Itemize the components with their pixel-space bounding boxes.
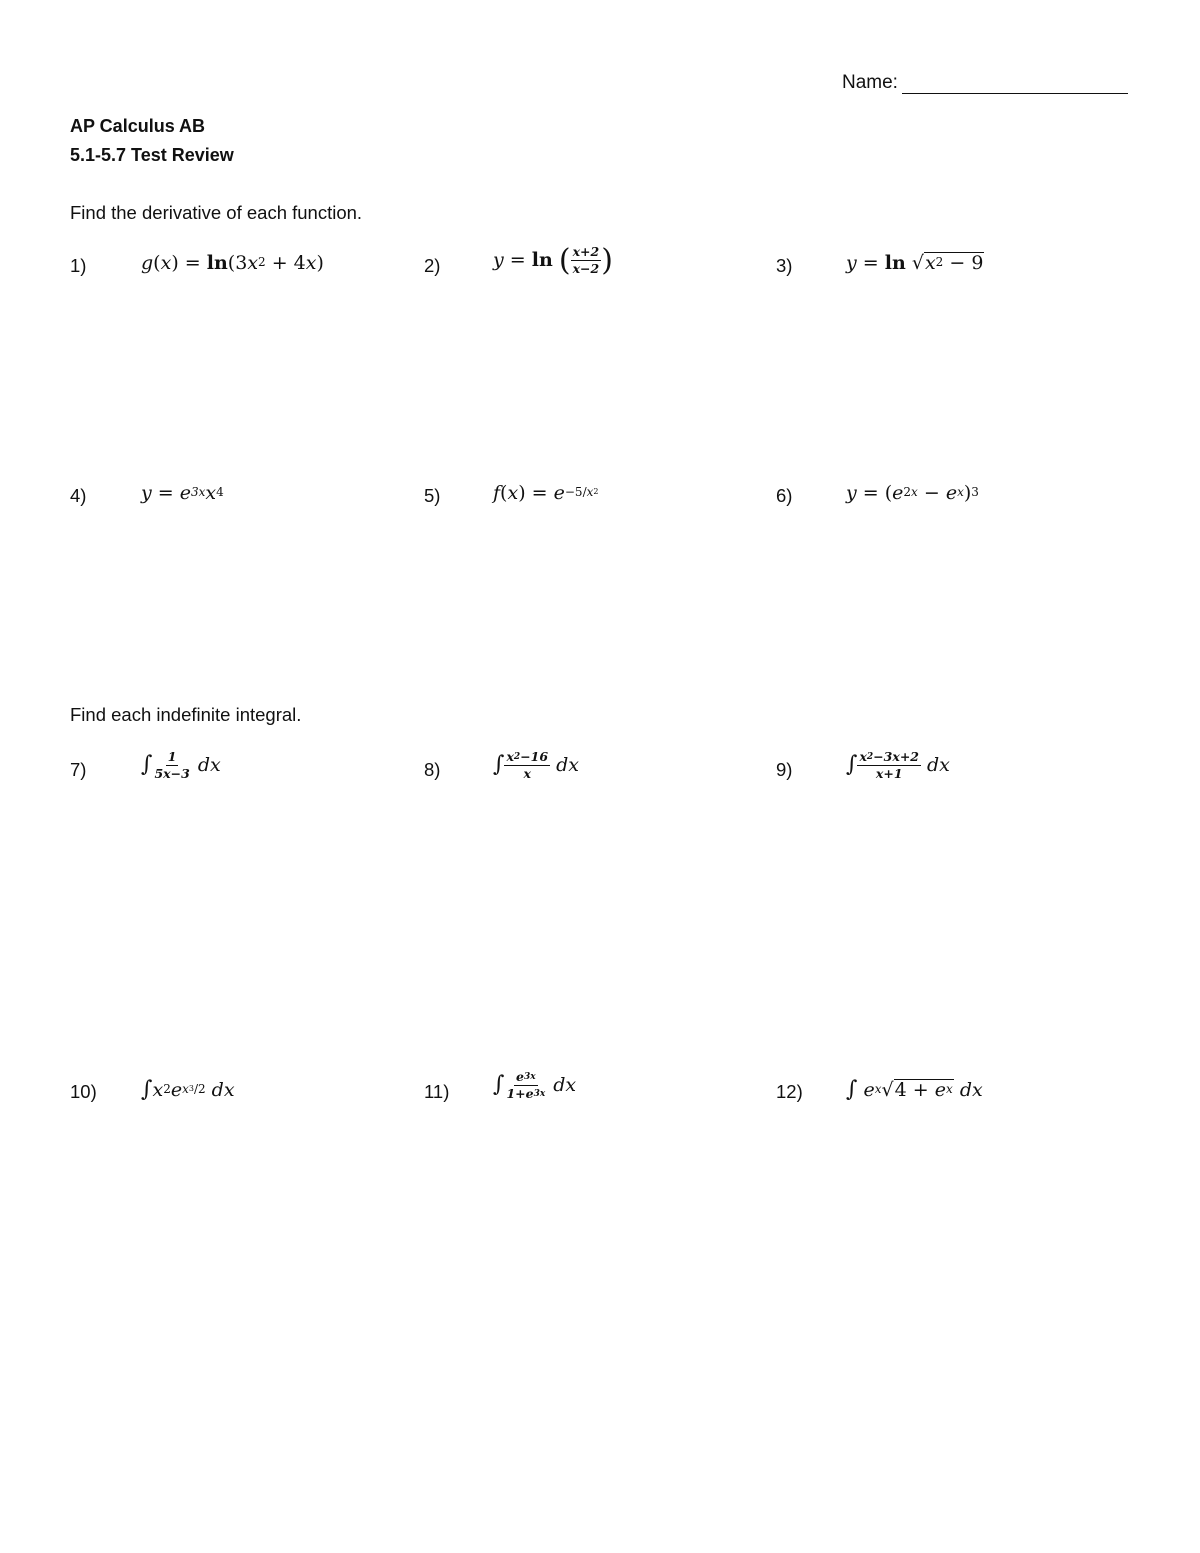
problem-number: 9) xyxy=(776,759,793,780)
problem-number: 2) xyxy=(424,255,441,276)
problem-number: 4) xyxy=(70,485,87,506)
problem-expression: ∫ $\frac{1}{5x-3}$ dx xyxy=(141,749,221,782)
problem-expression: ∫ $e^x$ √ $4 + e^x$ dx xyxy=(846,1077,983,1102)
problem-expression: $g(x) = \ln(3x^2 + 4x)$ xyxy=(141,252,324,274)
problem-number: 5) xyxy=(424,485,441,506)
problem-expression: ∫ $\frac{x^2-3x+2}{x+1}$ dx xyxy=(846,749,950,782)
problem-number: 3) xyxy=(776,255,793,276)
problem-expression: $y = (e^{2x} - e^x)^3$ xyxy=(846,482,979,504)
problem-expression: $\int x^2e^{x^3/2}$ dx xyxy=(141,1077,235,1102)
course-title: AP Calculus AB xyxy=(70,116,206,136)
problem-number: 12) xyxy=(776,1081,803,1102)
derivatives-instruction: Find the derivative of each function. xyxy=(70,202,363,223)
problem-number: 6) xyxy=(776,485,793,506)
problem-expression: $y = e^{3x}x^4$ xyxy=(141,482,224,504)
problem-number: 11) xyxy=(424,1081,450,1102)
name-label: Name: xyxy=(842,72,898,93)
problem-number: 7) xyxy=(70,759,87,780)
name-field xyxy=(842,72,1128,94)
integrals-instruction: Find each indefinite integral. xyxy=(70,704,302,725)
problem-expression: $f(x) = e^{-5/x^2}$ xyxy=(493,482,599,504)
problem-number: 10) xyxy=(70,1081,97,1102)
problem-expression: y = ln ( $\frac{x+2}{x-2}$ ) xyxy=(493,242,613,278)
worksheet-subtitle: 5.1-5.7 Test Review xyxy=(70,145,234,165)
problem-expression: ∫ $\frac{x^2-16}{x}$ dx xyxy=(493,749,579,782)
problem-expression: y = ln √ $x^2 - 9$ xyxy=(846,252,984,274)
name-blank-line xyxy=(902,73,1128,94)
problem-number: 1) xyxy=(70,255,87,276)
problem-expression: ∫ $\frac{e^{3x}}{1+e^{3x}}$ dx xyxy=(493,1069,577,1102)
problem-number: 8) xyxy=(424,759,441,780)
